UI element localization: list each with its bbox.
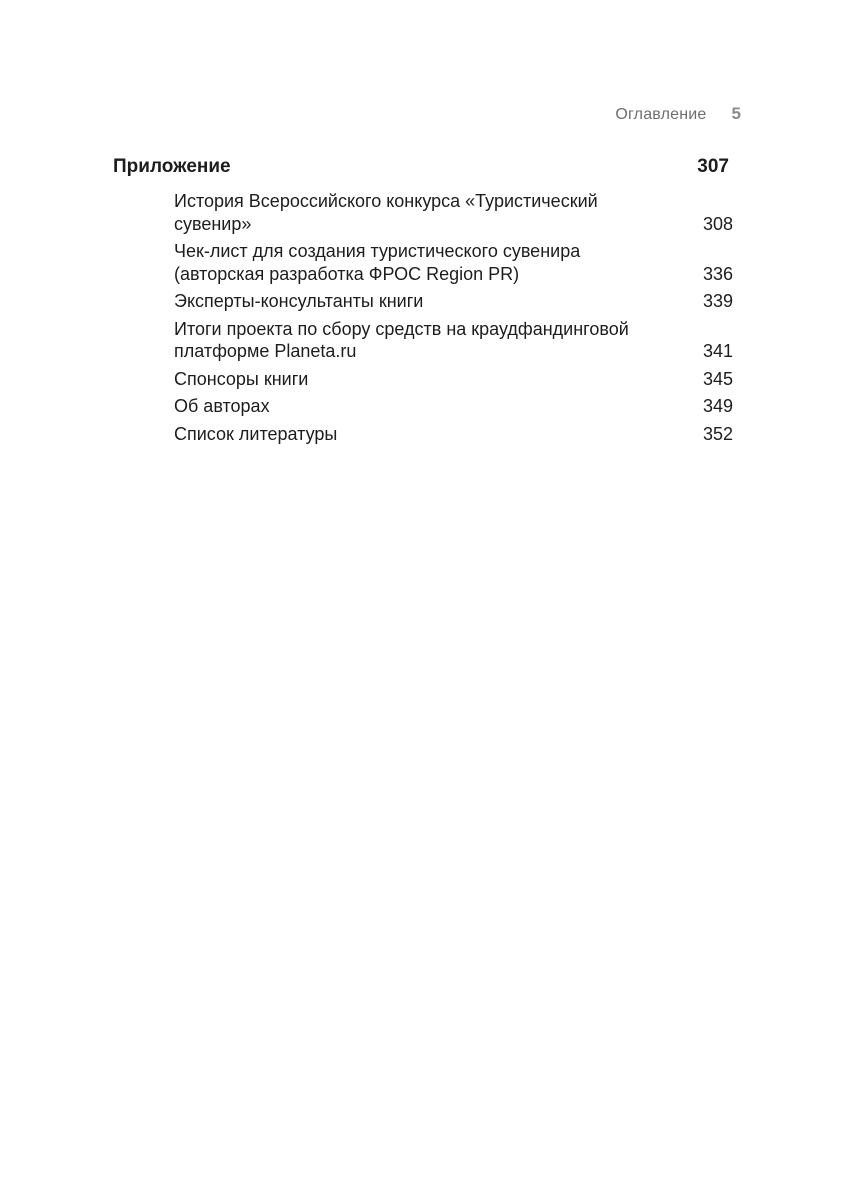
toc-entry-title: [174, 240, 674, 285]
toc-entry[interactable]: [174, 423, 733, 446]
toc-entry-page: 336: [702, 263, 733, 284]
toc-entry[interactable]: [174, 290, 733, 313]
toc-section-heading[interactable]: [113, 156, 733, 178]
running-head: [615, 104, 741, 124]
page-number: 5: [731, 104, 741, 123]
toc-entry-title-line: (авторская разработка ФРОС Region PR): [174, 263, 520, 284]
toc-entry-title: Спонсоры книги: [174, 368, 309, 389]
section-title: Приложение: [113, 156, 231, 177]
toc-entry-page: 308: [702, 213, 733, 234]
toc-entry-title-line: История Всероссийского конкурса «Туристический: [174, 191, 598, 211]
toc-entry-page: 345: [702, 368, 733, 389]
toc-entry-page: 349: [702, 396, 733, 416]
section-page: 307: [697, 156, 729, 177]
toc-entry-title: [174, 190, 674, 235]
toc-entry-title-line: Чек-лист для создания туристического сувенира: [174, 241, 581, 261]
toc-entry-page: 352: [702, 423, 733, 444]
toc-entry-title-line: Итоги проекта по сбору средств на краудфандинговой: [174, 318, 629, 339]
toc-entry-list: [113, 190, 733, 445]
toc-entry-title: [174, 318, 674, 363]
toc-entry[interactable]: [174, 318, 733, 363]
toc-entry[interactable]: [174, 368, 733, 391]
toc-entry[interactable]: [174, 240, 733, 285]
toc-entry-title-line: платформе Planeta.ru: [174, 341, 357, 361]
toc-entry[interactable]: [174, 190, 733, 235]
toc-entry-title: Эксперты-консультанты книги: [174, 291, 424, 311]
toc-entry-page: 341: [702, 341, 733, 361]
table-of-contents: [113, 156, 733, 450]
toc-entry-title: Список литературы: [174, 423, 338, 444]
toc-entry[interactable]: [174, 395, 733, 418]
toc-entry-title-line: сувенир»: [174, 213, 252, 234]
running-head-title: Оглавление: [615, 106, 707, 123]
toc-entry-page: 339: [702, 291, 733, 311]
toc-entry-title: Об авторах: [174, 396, 270, 416]
